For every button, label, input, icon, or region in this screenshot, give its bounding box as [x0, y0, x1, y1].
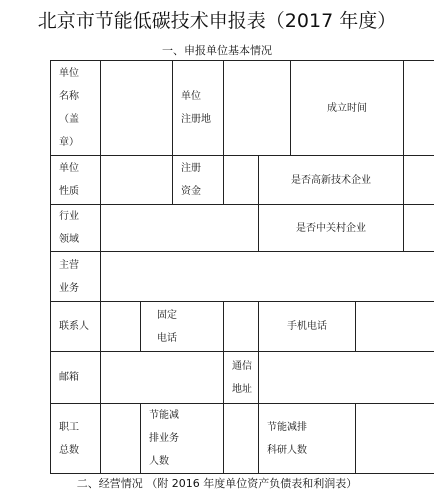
field-registered-capital[interactable] [224, 156, 259, 205]
label-mobile-phone: 手机电话 [259, 302, 356, 352]
label-email: 邮箱 [51, 352, 101, 404]
label-energy-rd-staff: 节能减排 科研人数 [259, 404, 356, 474]
section-title-operations: 二、经营情况 （附 2016 年度单位资产负债表和利润表） [76, 477, 358, 490]
label-registered-address: 单位 注册地 [173, 61, 224, 156]
field-registered-address[interactable] [224, 61, 291, 156]
applicant-info-form [50, 60, 434, 474]
field-energy-saving-staff[interactable] [224, 404, 259, 474]
document-title: 北京市节能低碳技术申报表（2017 年度） [37, 10, 397, 32]
label-mailing-address: 通信 地址 [224, 352, 259, 404]
label-landline-phone: 固定 电话 [141, 302, 224, 352]
label-high-tech-enterprise: 是否高新技术企业 [259, 156, 404, 205]
field-zgc-enterprise[interactable] [404, 205, 434, 252]
label-zgc-enterprise: 是否中关村企业 [259, 205, 404, 252]
field-email[interactable] [101, 352, 224, 404]
field-main-business[interactable] [101, 252, 434, 302]
field-unit-name[interactable] [101, 61, 173, 156]
label-industry-field: 行业 领域 [51, 205, 101, 252]
label-unit-nature: 单位 性质 [51, 156, 101, 205]
field-energy-rd-staff[interactable] [356, 404, 434, 474]
label-unit-name: 单位 名称 （盖 章） [51, 61, 101, 156]
label-main-business: 主营 业务 [51, 252, 101, 302]
label-contact-person: 联系人 [51, 302, 101, 352]
field-mobile-phone[interactable] [356, 302, 434, 352]
label-total-staff: 职工 总数 [51, 404, 101, 474]
field-mailing-address[interactable] [259, 352, 434, 404]
section-title-basic-info: 一、申报单位基本情况 [162, 44, 272, 57]
label-energy-saving-staff: 节能减 排业务 人数 [141, 404, 224, 474]
field-total-staff[interactable] [101, 404, 141, 474]
field-landline-phone[interactable] [224, 302, 259, 352]
label-registered-capital: 注册 资金 [173, 156, 224, 205]
field-founded-date[interactable] [404, 61, 434, 156]
field-industry-field[interactable] [101, 205, 259, 252]
field-high-tech-enterprise[interactable] [404, 156, 434, 205]
field-contact-person[interactable] [101, 302, 141, 352]
label-founded-date: 成立时间 [291, 61, 404, 156]
field-unit-nature[interactable] [101, 156, 173, 205]
